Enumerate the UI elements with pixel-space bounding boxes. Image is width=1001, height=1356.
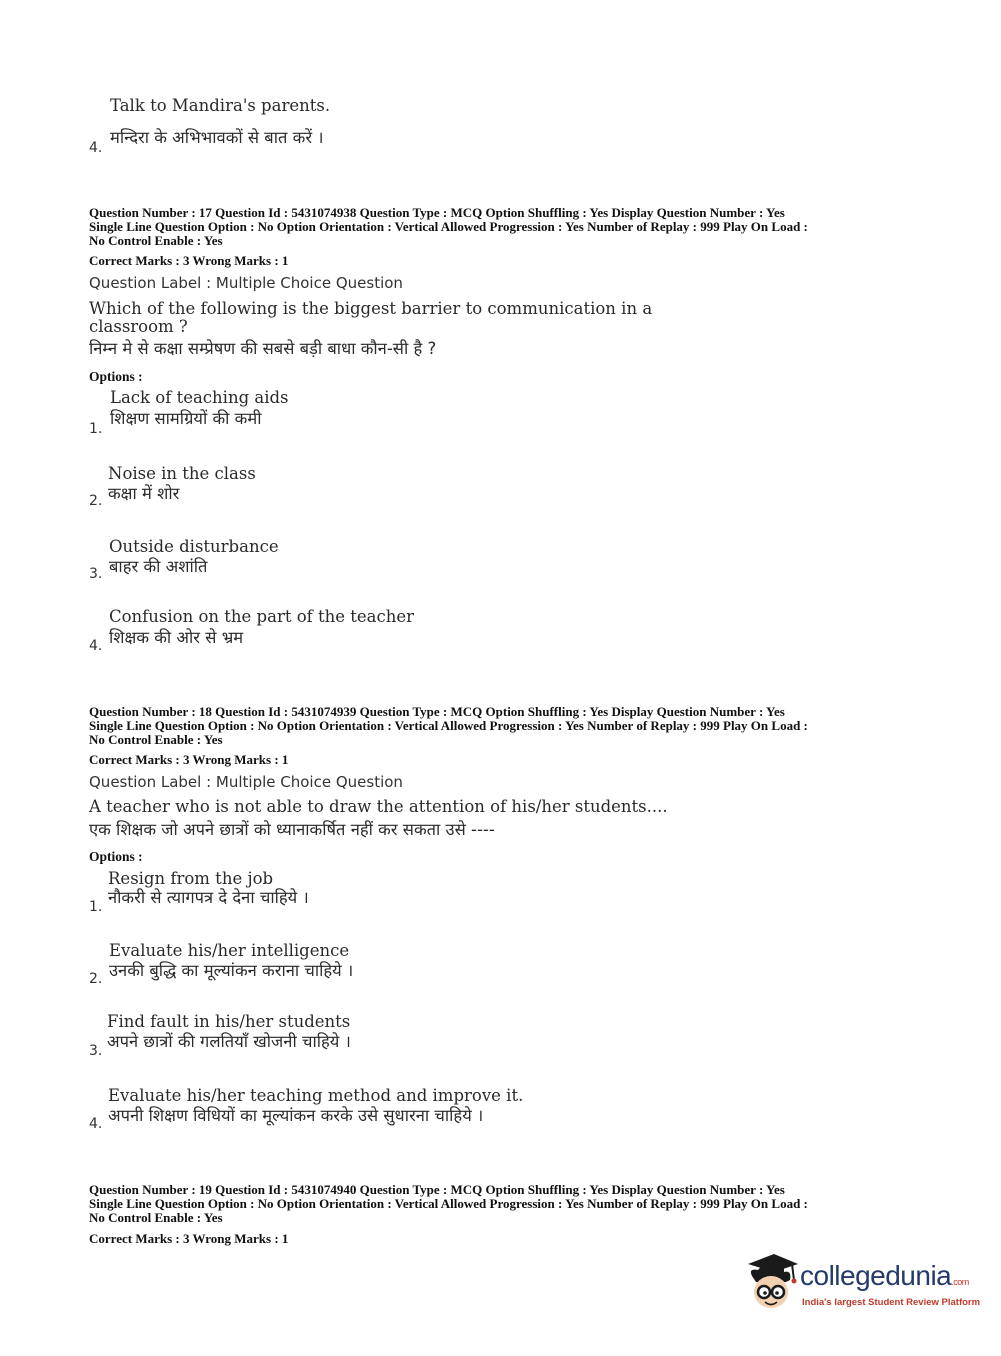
option-english: Talk to Mandira's parents. [110, 96, 331, 115]
option-hindi: शिक्षण सामग्रियों की कमी [110, 409, 262, 428]
option-english: Find fault in his/her students [107, 1012, 351, 1031]
option-hindi: कक्षा में शोर [108, 484, 180, 503]
question-meta-line: Question Number : 17 Question Id : 5431074938 Question Type : MCQ Option Shuffling : Yes Display Question Number : Yes [89, 205, 785, 220]
option-hindi: अपनी शिक्षण विधियों का मूल्यांकन करके उसे सुधारना चाहिये । [108, 1106, 484, 1125]
question-label: Question Label : Multiple Choice Question [89, 274, 403, 292]
question-marks: Correct Marks : 3 Wrong Marks : 1 [89, 1231, 289, 1246]
question-text: A teacher who is not able to draw the attention of his/her students.... [89, 797, 668, 816]
option-number: 2. [89, 971, 103, 987]
question-meta-line: Question Number : 18 Question Id : 5431074939 Question Type : MCQ Option Shuffling : Yes Display Question Number : Yes [89, 704, 785, 719]
question-text-hindi: निम्न मे से कक्षा सम्प्रेषण की सबसे बड़ी बाधा कौन-सी है ? [89, 339, 437, 358]
question-marks: Correct Marks : 3 Wrong Marks : 1 [89, 253, 289, 268]
question-meta-line: Single Line Question Option : No Option Orientation : Vertical Allowed Progression : Yes Number of Replay : 999 Play On Load : [89, 219, 808, 234]
options-label: Options : [89, 369, 143, 384]
options-label: Options : [89, 849, 143, 864]
question-label: Question Label : Multiple Choice Question [89, 773, 403, 791]
logo-wordmark [800, 1260, 969, 1292]
option-hindi: उनकी बुद्धि का मूल्यांकन कराना चाहिये । [109, 961, 354, 980]
option-number: 4. [89, 140, 103, 156]
collegedunia-logo [740, 1250, 981, 1320]
logo-tagline: India's largest Student Review Platform [802, 1297, 981, 1308]
option-english: Noise in the class [108, 464, 256, 483]
question-meta-line: No Control Enable : Yes [89, 732, 223, 747]
option-number: 3. [89, 566, 103, 582]
option-hindi: अपने छात्रों की गलतियाँ खोजनी चाहिये । [107, 1032, 351, 1051]
logo-name: collegedunia [800, 1260, 952, 1291]
option-number: 4. [89, 1116, 103, 1132]
question-meta-line: Question Number : 19 Question Id : 5431074940 Question Type : MCQ Option Shuffling : Yes Display Question Number : Yes [89, 1182, 785, 1197]
question-text: Which of the following is the biggest barrier to communication in a [89, 299, 653, 318]
question-meta-line: No Control Enable : Yes [89, 1210, 223, 1225]
question-text: classroom ? [89, 317, 188, 336]
option-number: 4. [89, 638, 103, 654]
option-english: Evaluate his/her teaching method and improve it. [108, 1086, 524, 1105]
option-hindi: बाहर की अशांति [109, 557, 208, 576]
option-english: Resign from the job [108, 869, 274, 888]
logo-suffix: .com [951, 1277, 969, 1287]
mascot-icon [740, 1250, 802, 1316]
option-english: Lack of teaching aids [110, 388, 289, 407]
question-text-hindi: एक शिक्षक जो अपने छात्रों को ध्यानाकर्षित नहीं कर सकता उसे ---- [89, 820, 495, 839]
option-hindi: मन्दिरा के अभिभावकों से बात करें । [110, 128, 324, 147]
question-meta-line: No Control Enable : Yes [89, 233, 223, 248]
option-number: 1. [89, 421, 103, 437]
option-english: Outside disturbance [109, 537, 279, 556]
option-english: Confusion on the part of the teacher [109, 607, 415, 626]
option-hindi: नौकरी से त्यागपत्र दे देना चाहिये । [108, 888, 309, 907]
option-english: Evaluate his/her intelligence [109, 941, 350, 960]
option-number: 1. [89, 899, 103, 915]
question-meta-line: Single Line Question Option : No Option Orientation : Vertical Allowed Progression : Yes Number of Replay : 999 Play On Load : [89, 1196, 808, 1211]
question-marks: Correct Marks : 3 Wrong Marks : 1 [89, 752, 289, 767]
option-hindi: शिक्षक की ओर से भ्रम [109, 628, 244, 647]
option-number: 3. [89, 1043, 103, 1059]
option-number: 2. [89, 493, 103, 509]
question-meta-line: Single Line Question Option : No Option Orientation : Vertical Allowed Progression : Yes Number of Replay : 999 Play On Load : [89, 718, 808, 733]
